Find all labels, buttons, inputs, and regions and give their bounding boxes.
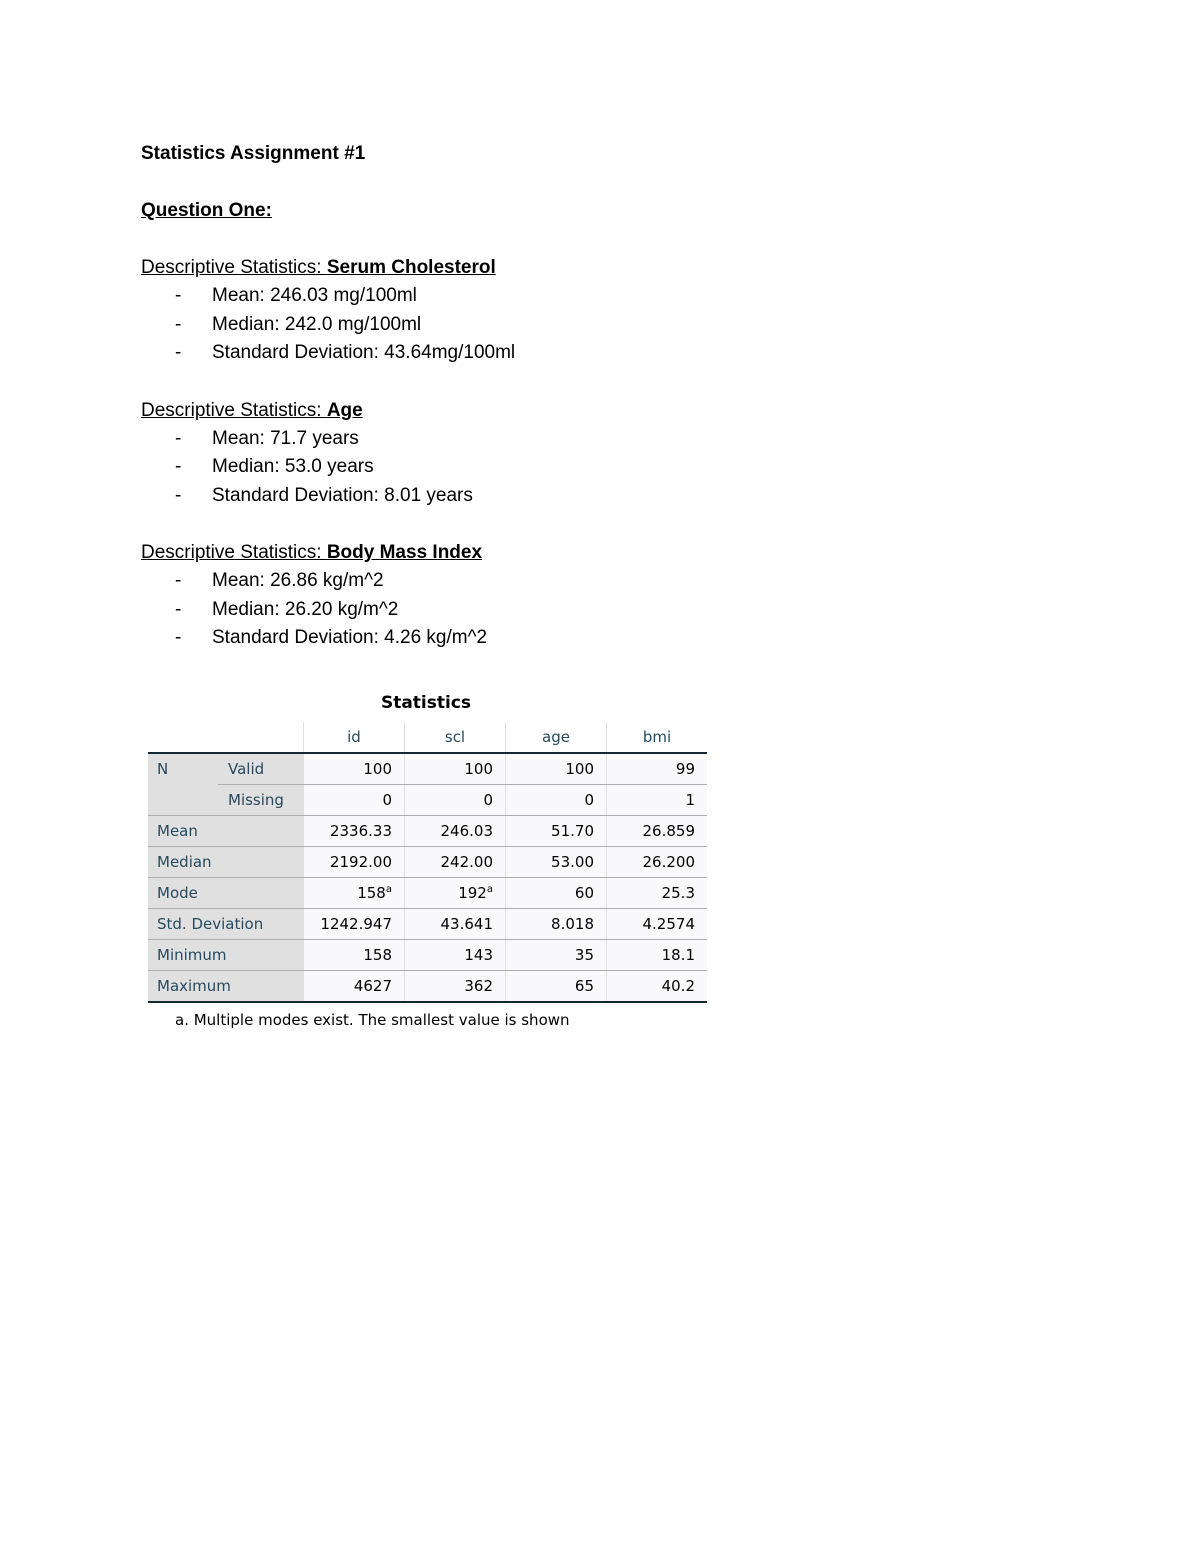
- table-cell: [405, 971, 506, 1003]
- table-cell: [506, 847, 607, 878]
- table-body: [148, 753, 707, 1002]
- table-cell: [607, 847, 708, 878]
- section-heading: [141, 397, 1041, 425]
- list-item: [141, 596, 1041, 625]
- table-cell: [506, 785, 607, 816]
- bullet-dash: -: [175, 456, 182, 477]
- list-item: [141, 624, 1041, 653]
- table-cell: [607, 816, 708, 847]
- cell-value: 25.3: [661, 884, 695, 902]
- document-title: Statistics Assignment #1: [141, 143, 366, 164]
- bullet-list: [141, 567, 1041, 653]
- section-heading-subject: Age: [326, 399, 363, 421]
- table-cell: [405, 909, 506, 940]
- cell-value: 99: [675, 760, 695, 778]
- table-cell: [506, 971, 607, 1003]
- section-serum-cholesterol: [141, 254, 1041, 368]
- bullet-text: Mean: 71.7 years: [212, 427, 359, 449]
- table-row: [148, 753, 707, 785]
- list-item: [141, 282, 1041, 311]
- table-row: [148, 940, 707, 971]
- cell-value: 51.70: [551, 822, 594, 840]
- table-footnote: a. Multiple modes exist. The smallest value is shown: [175, 1011, 570, 1029]
- statistics-output: [148, 690, 708, 1031]
- table-cell: [506, 909, 607, 940]
- cell-value: 53.00: [551, 853, 594, 871]
- list-item: [141, 453, 1041, 482]
- table-cell: [304, 847, 405, 878]
- cell-value: 1242.947: [320, 915, 392, 933]
- bullet-dash: -: [175, 342, 182, 363]
- table-cell: [405, 753, 506, 785]
- bullet-dash: -: [175, 313, 182, 335]
- list-item: [141, 425, 1041, 454]
- table-cell: [506, 816, 607, 847]
- table-cell: [506, 753, 607, 785]
- bullet-text: Median: 242.0 mg/100ml: [212, 313, 422, 335]
- table-row: [148, 909, 707, 940]
- table-cell: [506, 940, 607, 971]
- list-item: [141, 311, 1041, 340]
- list-item: [141, 482, 1041, 511]
- column-header-bmi: bmi: [607, 722, 708, 753]
- document-body: [141, 140, 1041, 682]
- cell-value: 2336.33: [329, 822, 392, 840]
- row-label: Minimum: [148, 940, 304, 971]
- bullet-list: [141, 282, 1041, 368]
- row-label: Median: [148, 847, 304, 878]
- bullet-text: Median: 26.20 kg/m^2: [212, 598, 399, 620]
- table-cell: [405, 816, 506, 847]
- table-cell: [304, 816, 405, 847]
- cell-value: 40.2: [661, 977, 695, 995]
- column-header-scl: scl: [405, 722, 506, 753]
- cell-value: 43.641: [440, 915, 493, 933]
- cell-value: 192: [458, 884, 487, 902]
- footnote-marker: a: [385, 884, 392, 895]
- row-label: Std. Deviation: [148, 909, 304, 940]
- bullet-dash: -: [175, 627, 182, 648]
- table-cell: [607, 940, 708, 971]
- table-cell: [607, 753, 708, 785]
- bullet-list: [141, 425, 1041, 511]
- row-label: Maximum: [148, 971, 304, 1003]
- section-heading-subject: Serum Cholesterol: [326, 257, 496, 278]
- cell-value: 100: [464, 760, 493, 778]
- cell-value: 65: [574, 977, 594, 995]
- table-cell: [607, 909, 708, 940]
- row-label: Mode: [148, 878, 304, 909]
- table-cell: [405, 878, 506, 909]
- table-row: [148, 971, 707, 1003]
- cell-value: 4627: [353, 977, 392, 995]
- cell-value: 18.1: [661, 946, 695, 964]
- list-item: [141, 567, 1041, 596]
- table-cell: [304, 878, 405, 909]
- cell-value: 246.03: [440, 822, 493, 840]
- table-corner: [148, 722, 218, 753]
- bullet-dash: -: [175, 598, 182, 620]
- row-label: [148, 785, 218, 816]
- section-heading: [141, 539, 1041, 567]
- cell-value: 100: [565, 760, 594, 778]
- table-row: [148, 878, 707, 909]
- bullet-dash: -: [175, 484, 182, 506]
- list-item: [141, 339, 1041, 368]
- bullet-dash: -: [175, 285, 182, 306]
- row-label: Mean: [148, 816, 304, 847]
- cell-value: 242.00: [440, 853, 493, 871]
- section-heading-prefix: Descriptive Statistics:: [141, 399, 327, 421]
- cell-value: 26.200: [642, 853, 695, 871]
- bullet-text: Standard Deviation: 8.01 years: [212, 484, 473, 506]
- row-sublabel: Missing: [218, 785, 304, 816]
- table-cell: [405, 785, 506, 816]
- bullet-text: Median: 53.0 years: [212, 456, 374, 477]
- cell-value: 8.018: [551, 915, 594, 933]
- column-header-age: age: [506, 722, 607, 753]
- table-cell: [607, 971, 708, 1003]
- table-cell: [304, 785, 405, 816]
- table-cell: [405, 847, 506, 878]
- cell-value: 1: [685, 791, 695, 809]
- section-heading-subject: Body Mass Index: [326, 542, 483, 563]
- table-cell: [304, 753, 405, 785]
- row-label: N: [148, 753, 218, 785]
- cell-value: 35: [574, 946, 594, 964]
- bullet-text: Mean: 26.86 kg/m^2: [212, 570, 384, 591]
- section-heading-prefix: Descriptive Statistics:: [141, 542, 327, 563]
- cell-value: 100: [363, 760, 392, 778]
- section-body-mass-index: [141, 539, 1041, 653]
- section-heading-prefix: Descriptive Statistics:: [141, 257, 327, 278]
- footnote-marker: a: [486, 884, 493, 895]
- table-row: [148, 816, 707, 847]
- table-cell: [607, 785, 708, 816]
- cell-value: 158: [363, 946, 392, 964]
- table-header-row: [148, 722, 707, 753]
- table-row: [148, 785, 707, 816]
- section-heading: [141, 254, 1041, 282]
- table-cell: [304, 940, 405, 971]
- table-cell: [506, 878, 607, 909]
- bullet-text: Mean: 246.03 mg/100ml: [212, 285, 417, 306]
- table-cell: [607, 878, 708, 909]
- cell-value: 60: [574, 884, 594, 902]
- table-corner: [218, 722, 304, 753]
- cell-value: 4.2574: [642, 915, 695, 933]
- bullet-dash: -: [175, 427, 182, 449]
- bullet-text: Standard Deviation: 4.26 kg/m^2: [212, 627, 488, 648]
- cell-value: 0: [382, 791, 392, 809]
- table-cell: [304, 971, 405, 1003]
- cell-value: 143: [464, 946, 493, 964]
- table-title: Statistics: [380, 693, 472, 713]
- cell-value: 362: [464, 977, 493, 995]
- question-title: Question One:: [141, 200, 272, 221]
- statistics-table: [148, 722, 707, 1003]
- row-sublabel: Valid: [218, 753, 304, 785]
- cell-value: 0: [584, 791, 594, 809]
- cell-value: 26.859: [642, 822, 695, 840]
- bullet-dash: -: [175, 570, 182, 591]
- section-age: [141, 397, 1041, 511]
- cell-value: 158: [357, 884, 386, 902]
- cell-value: 2192.00: [329, 853, 392, 871]
- table-cell: [304, 909, 405, 940]
- table-cell: [405, 940, 506, 971]
- cell-value: 0: [483, 791, 493, 809]
- bullet-text: Standard Deviation: 43.64mg/100ml: [212, 342, 516, 363]
- table-row: [148, 847, 707, 878]
- column-header-id: id: [304, 722, 405, 753]
